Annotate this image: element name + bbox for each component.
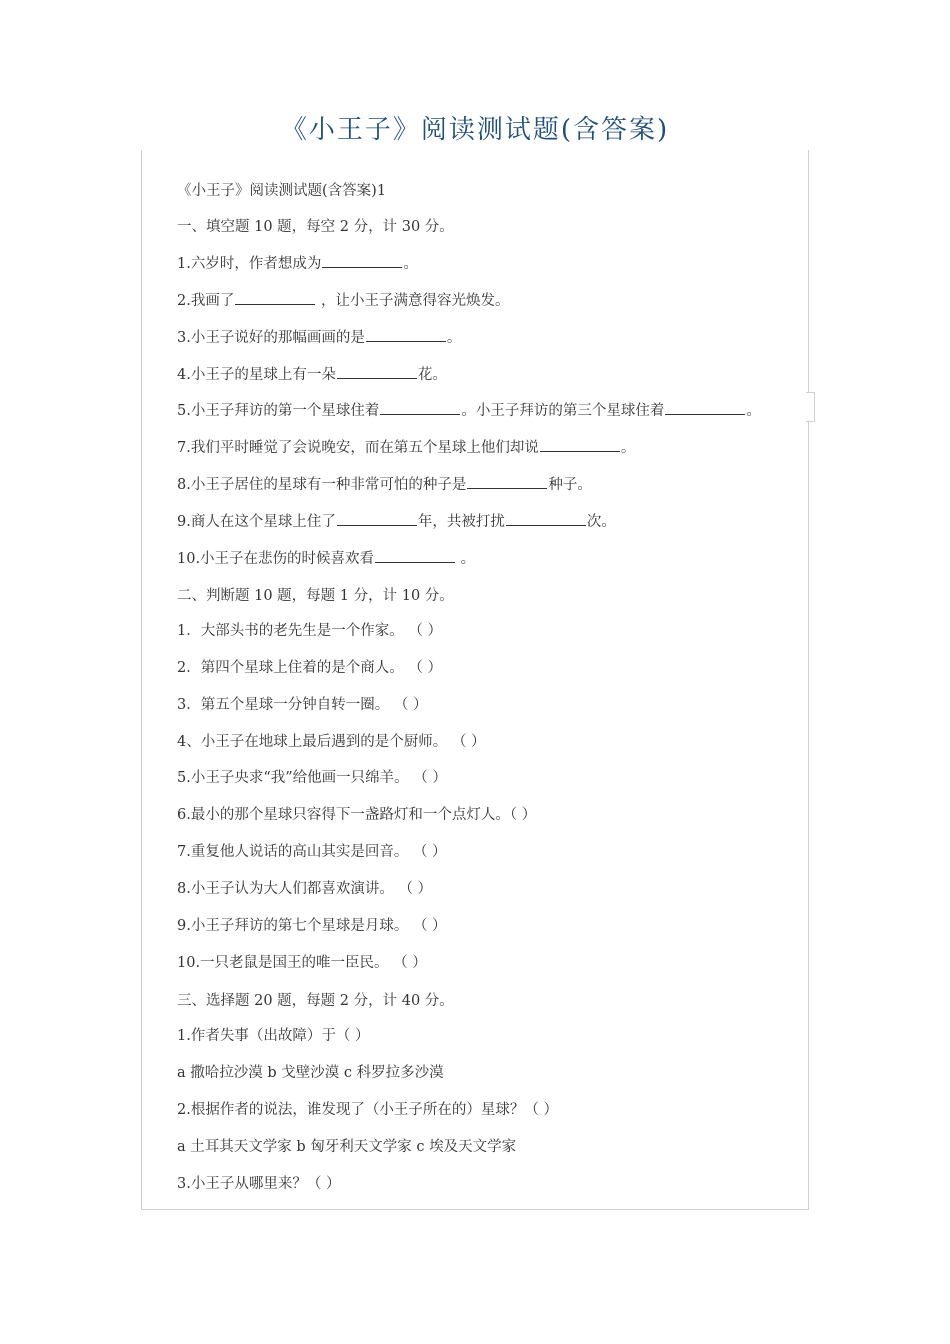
judge-question-1: 1．大部头书的老先生是一个作家。 （ ） [177, 623, 442, 639]
choice-options-1: a 撒哈拉沙漠 b 戈壁沙漠 c 科罗拉多沙漠 [177, 1065, 444, 1081]
section-3-header: 三、选择题 20 题，每题 2 分，计 40 分。 [177, 993, 454, 1009]
subtitle: 《小王子》阅读测试题(含答案)1 [177, 183, 387, 199]
fill-question-8: 8.小王子居住的星球有一种非常可怕的种子是 种子。 [177, 474, 592, 495]
judge-question-3: 3．第五个星球一分钟自转一圈。 （ ） [177, 697, 428, 713]
choice-question-1: 1.作者失事（出故障）于（ ） [177, 1028, 370, 1044]
choice-question-3: 3.小王子从哪里来？（ ） [177, 1176, 341, 1192]
document-title: 《小王子》阅读测试题(含答案) [0, 110, 950, 150]
choice-question-2: 2.根据作者的说法，谁发现了（小王子所在的）星球？（ ） [177, 1102, 558, 1118]
judge-question-10: 10.一只老鼠是国王的唯一臣民。 （ ） [177, 955, 427, 971]
fill-question-3: 3.小王子说好的那幅画画的是 。 [177, 327, 461, 348]
page-edge-tab [806, 392, 815, 422]
choice-options-2: a 土耳其天文学家 b 匈牙利天文学家 c 埃及天文学家 [177, 1139, 517, 1155]
judge-question-8: 8.小王子认为大人们都喜欢演讲。 （ ） [177, 881, 433, 897]
fill-question-4: 4.小王子的星球上有一朵 花。 [177, 364, 447, 385]
judge-question-5: 5.小王子央求“我”给他画一只绵羊。 （ ） [177, 770, 447, 786]
judge-question-9: 9.小王子拜访的第七个星球是月球。 （ ） [177, 918, 447, 934]
fill-question-5: 5.小王子拜访的第一个星球住着 。小王子拜访的第三个星球住着 。 [177, 400, 761, 421]
section-2-header: 二、判断题 10 题，每题 1 分，计 10 分。 [177, 588, 454, 604]
judge-question-2: 2．第四个星球上住着的是个商人。 （ ） [177, 660, 442, 676]
fill-question-2: 2.我画了 ，让小王子满意得容光焕发。 [177, 290, 509, 311]
fill-question-9: 9.商人在这个星球上住了 年，共被打扰 次。 [177, 511, 616, 532]
judge-question-4: 4、小王子在地球上最后遇到的是个厨师。 （ ） [177, 734, 486, 750]
section-1-header: 一、填空题 10 题，每空 2 分，计 30 分。 [177, 219, 454, 235]
fill-question-10: 10.小王子在悲伤的时候喜欢看 。 [177, 548, 475, 569]
fill-question-7: 7.我们平时睡觉了会说晚安，而在第五个星球上他们却说 。 [177, 437, 635, 458]
judge-question-7: 7.重复他人说话的高山其实是回音。 （ ） [177, 844, 447, 860]
fill-question-1: 1.六岁时，作者想成为 。 [177, 253, 418, 274]
judge-question-6: 6.最小的那个星球只容得下一盏路灯和一个点灯人。（ ） [177, 807, 537, 823]
